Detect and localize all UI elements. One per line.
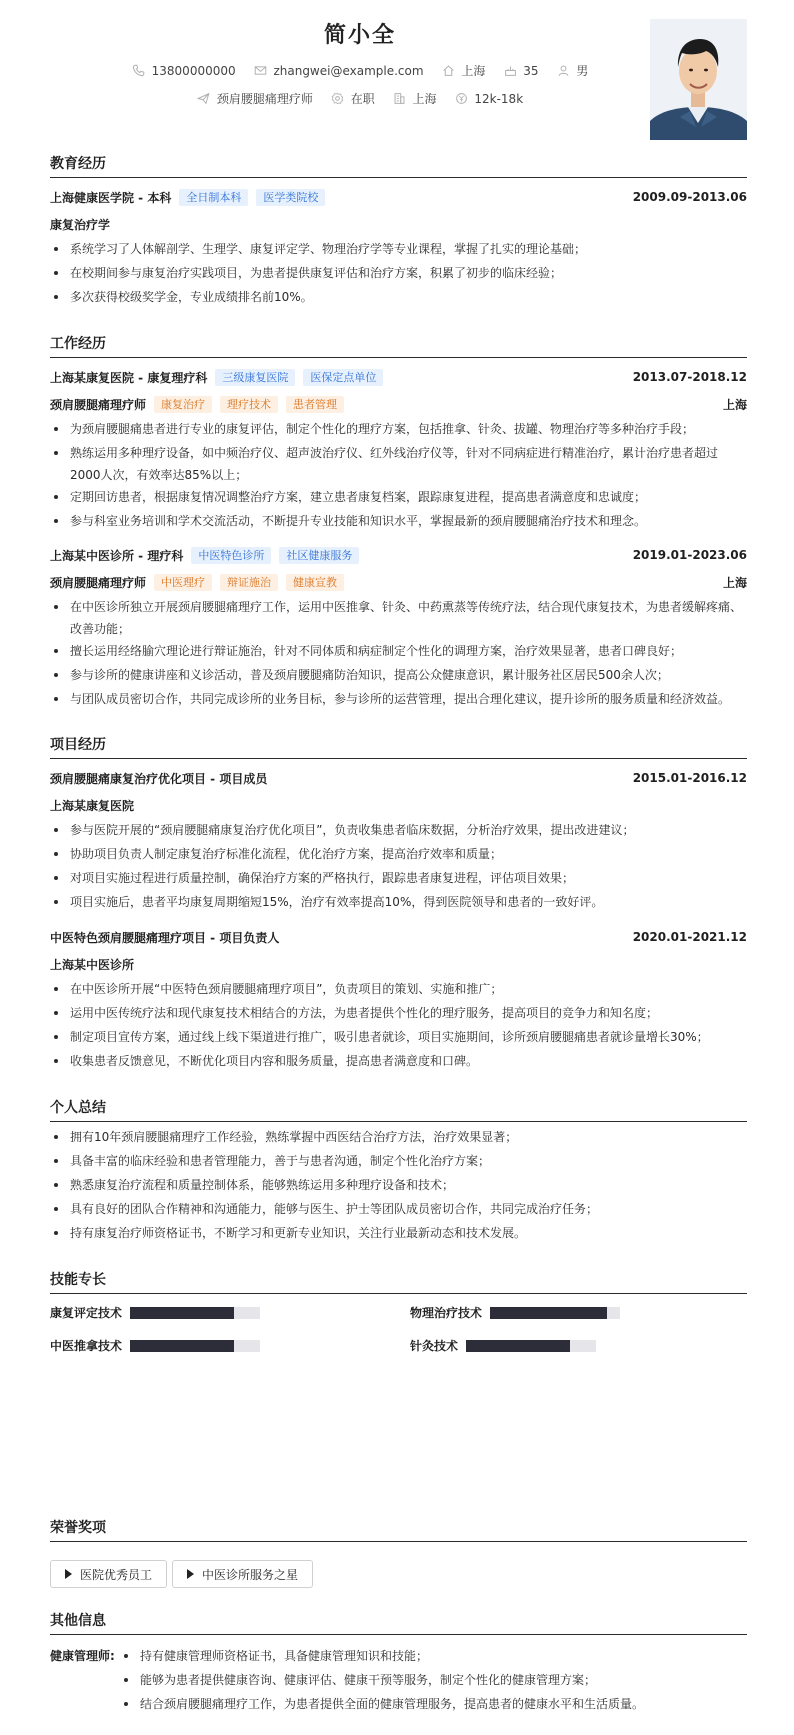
- send-icon: [197, 92, 211, 106]
- section-title-other: 其他信息: [50, 1610, 747, 1635]
- skill-item: [50, 1304, 260, 1321]
- summary-bullet: 具备丰富的临床经验和患者管理能力，善于与患者沟通，制定个性化治疗方案；: [50, 1150, 747, 1172]
- job-role-row: [50, 573, 747, 591]
- gender-text: 男: [576, 64, 589, 78]
- mail-icon: [253, 64, 267, 78]
- section-title-education: 教育经历: [50, 153, 747, 178]
- job-intent-row: [0, 90, 720, 108]
- hometown-text: 上海: [461, 64, 486, 78]
- award-item: [172, 1560, 313, 1588]
- project-bullet: 协助项目负责人制定康复治疗标准化流程，优化治疗方案，提高治疗效率和质量；: [50, 843, 747, 865]
- skill-item: [410, 1337, 596, 1354]
- job-period: 2019.01-2023.06: [632, 548, 747, 562]
- status-text: 在职: [350, 92, 375, 106]
- job-bullet: 参与科室业务培训和学术交流活动，不断提升专业技能和知识水平，掌握最新的颈肩腰腿痛治疗技术和理念。: [50, 510, 747, 532]
- project-period: 2015.01-2016.12: [632, 771, 747, 785]
- other-bullet: 能够为患者提供健康咨询、健康评估、健康干预等服务，制定个性化的健康管理方案；: [120, 1669, 747, 1691]
- project-org-row: [50, 796, 747, 814]
- skill-bar-fill: [490, 1307, 607, 1319]
- skill-name: 康复评定技术: [50, 1306, 123, 1320]
- job-target-text: 颈肩腰腿痛理疗师: [216, 92, 313, 106]
- hometown-info: [441, 62, 485, 79]
- education-bullet: 在校期间参与康复治疗实践项目，为患者提供康复评估和治疗方案，积累了初步的临床经验；: [50, 262, 747, 284]
- skill-bar: [490, 1307, 620, 1319]
- other-bullet: 持有健康管理师资格证书，具备健康管理知识和技能；: [120, 1645, 747, 1667]
- skill-bar-fill: [130, 1340, 234, 1352]
- job-role-row: [50, 395, 747, 413]
- play-icon: [65, 1569, 72, 1579]
- age-info: [503, 64, 538, 78]
- education-tag: 全日制本科: [179, 189, 248, 206]
- job-org: 上海某康复医院 - 康复理疗科: [50, 370, 208, 385]
- project-org: 上海某康复医院: [50, 798, 135, 813]
- coin-icon: [454, 92, 468, 106]
- award-item: [50, 1560, 167, 1588]
- skill-name: 物理治疗技术: [410, 1306, 483, 1320]
- skill-name: 针灸技术: [410, 1339, 459, 1353]
- skill-bar: [130, 1307, 260, 1319]
- phone-icon: [132, 64, 146, 78]
- job-role-tag: 患者管理: [286, 396, 344, 413]
- job-header: [50, 546, 747, 564]
- job-location: 上海: [722, 575, 747, 590]
- job-org: 上海某中医诊所 - 理疗科: [50, 548, 184, 563]
- education-header: [50, 188, 747, 206]
- contact-row: [0, 62, 720, 80]
- job-org-tag: 社区健康服务: [279, 547, 359, 564]
- project-bullet: 运用中医传统疗法和现代康复技术相结合的方法，为患者提供个性化的理疗服务，提高项目的竞争力和知名度；: [50, 1002, 747, 1024]
- job-header: [50, 368, 747, 386]
- job-target-info: [197, 90, 313, 107]
- skill-item: [410, 1304, 620, 1321]
- education-period: 2009.09-2013.06: [632, 190, 747, 204]
- education-school: 上海健康医学院 - 本科: [50, 190, 172, 205]
- job-org-tag: 三级康复医院: [215, 369, 295, 386]
- job-org-tag: 医保定点单位: [303, 369, 383, 386]
- city-text: 上海: [412, 92, 437, 106]
- job-bullet: 与团队成员密切合作，共同完成诊所的业务目标，参与诊所的运营管理，提出合理化建议，提升诊所的服务质量和经济效益。: [50, 688, 747, 710]
- project-bullet: 制定项目宣传方案，通过线上线下渠道进行推广，吸引患者就诊，项目实施期间，诊所颈肩腰腿痛患者就诊量增长30%；: [50, 1026, 747, 1048]
- project-org: 上海某中医诊所: [50, 957, 135, 972]
- cake-icon: [503, 64, 517, 78]
- skill-bar: [466, 1340, 596, 1352]
- project-bullet: 在中医诊所开展“中医特色颈肩腰腿痛理疗项目”，负责项目的策划、实施和推广；: [50, 978, 747, 1000]
- job-bullet: 熟练运用多种理疗设备，如中频治疗仪、超声波治疗仪、红外线治疗仪等，针对不同病症进行精准治疗，累计治疗患者超过2000人次，有效率达85%以上；: [50, 442, 747, 486]
- phone-text: 13800000000: [151, 63, 236, 78]
- education-tag: 医学类院校: [256, 189, 325, 206]
- education-bullet: 多次获得校级奖学金，专业成绩排名前10%。: [50, 286, 747, 308]
- job-role-tag: 康复治疗: [154, 396, 212, 413]
- skill-bar: [130, 1340, 260, 1352]
- job-bullet: 在中医诊所独立开展颈肩腰腿痛理疗工作，运用中医推拿、针灸、中药熏蒸等传统疗法，结合现代康复技术，为患者缓解疼痛、改善功能；: [50, 596, 747, 640]
- job-location: 上海: [722, 397, 747, 412]
- job-org-tag: 中医特色诊所: [191, 547, 271, 564]
- gender-info: [556, 62, 588, 79]
- profile-photo: [650, 19, 747, 140]
- job-period: 2013.07-2018.12: [632, 370, 747, 384]
- section-title-skills: 技能专长: [50, 1269, 747, 1294]
- phone-info: [132, 64, 236, 78]
- award-label: 医院优秀员工: [80, 1567, 153, 1582]
- gear-icon: [331, 92, 345, 106]
- play-icon: [187, 1569, 194, 1579]
- salary-info: [454, 92, 523, 106]
- job-bullet: 参与诊所的健康讲座和义诊活动，普及颈肩腰腿痛防治知识，提高公众健康意识，累计服务社区居民500余人次；: [50, 664, 747, 686]
- project-name: 中医特色颈肩腰腿痛理疗项目 - 项目负责人: [50, 930, 280, 945]
- job-role-tag: 中医理疗: [154, 574, 212, 591]
- project-bullet: 收集患者反馈意见，不断优化项目内容和服务质量，提高患者满意度和口碑。: [50, 1050, 747, 1072]
- skill-bar-fill: [466, 1340, 570, 1352]
- summary-bullet: 拥有10年颈肩腰腿痛理疗工作经验，熟练掌握中西医结合治疗方法，治疗效果显著；: [50, 1126, 747, 1148]
- job-bullet: 为颈肩腰腿痛患者进行专业的康复评估，制定个性化的理疗方案，包括推拿、针灸、拔罐、物理治疗等多种治疗手段；: [50, 418, 747, 440]
- project-period: 2020.01-2021.12: [632, 930, 747, 944]
- resume-header: [0, 0, 794, 150]
- project-header: [50, 928, 747, 946]
- summary-bullet: 熟悉康复治疗流程和质量控制体系，能够熟练运用多种理疗设备和技术；: [50, 1174, 747, 1196]
- project-bullet: 项目实施后，患者平均康复周期缩短15%，治疗有效率提高10%，得到医院领导和患者的一致好评。: [50, 891, 747, 913]
- job-role-tag: 理疗技术: [220, 396, 278, 413]
- project-org-row: [50, 955, 747, 973]
- email-text: zhangwei@example.com: [273, 63, 424, 78]
- job-bullet: 擅长运用经络腧穴理论进行辩证施治，针对不同体质和病症制定个性化的调理方案，治疗效果显著，患者口碑良好；: [50, 640, 747, 662]
- skill-name: 中医推拿技术: [50, 1339, 123, 1353]
- project-bullet: 对项目实施过程进行质量控制，确保治疗方案的严格执行，跟踪患者康复进程，评估项目效果；: [50, 867, 747, 889]
- summary-bullet: 具有良好的团队合作精神和沟通能力，能够与医生、护士等团队成员密切合作，共同完成治疗任务；: [50, 1198, 747, 1220]
- job-role-tag: 辩证施治: [220, 574, 278, 591]
- section-title-work: 工作经历: [50, 333, 747, 358]
- job-role: 颈肩腰腿痛理疗师: [50, 397, 147, 412]
- candidate-name: 简小全: [323, 23, 396, 48]
- summary-bullet: 持有康复治疗师资格证书，不断学习和更新专业知识，关注行业最新动态和技术发展。: [50, 1222, 747, 1244]
- project-name: 颈肩腰腿痛康复治疗优化项目 - 项目成员: [50, 771, 268, 786]
- skill-item: [50, 1337, 260, 1354]
- education-major-row: [50, 215, 747, 233]
- project-bullet: 参与医院开展的“颈肩腰腿痛康复治疗优化项目”，负责收集患者临床数据，分析治疗效果，提出改进建议；: [50, 819, 747, 841]
- project-header: [50, 769, 747, 787]
- city-info: [393, 90, 437, 107]
- award-label: 中医诊所服务之星: [202, 1567, 299, 1582]
- education-bullet: 系统学习了人体解剖学、生理学、康复评定学、物理治疗学等专业课程，掌握了扎实的理论基础；: [50, 238, 747, 260]
- email-info: [253, 64, 423, 78]
- skill-bar-fill: [130, 1307, 234, 1319]
- user-icon: [556, 64, 570, 78]
- age-text: 35: [523, 63, 539, 78]
- building-icon: [393, 92, 407, 106]
- job-role: 颈肩腰腿痛理疗师: [50, 575, 147, 590]
- other-label: 健康管理师:: [50, 1649, 115, 1663]
- home-icon: [441, 64, 455, 78]
- section-title-summary: 个人总结: [50, 1097, 747, 1122]
- other-bullet: 结合颈肩腰腿痛理疗工作，为患者提供全面的健康管理服务，提高患者的健康水平和生活质量。: [120, 1693, 747, 1715]
- section-title-projects: 项目经历: [50, 734, 747, 759]
- section-title-honors: 荣誉奖项: [50, 1517, 747, 1542]
- education-major: 康复治疗学: [50, 217, 111, 232]
- salary-text: 12k-18k: [474, 91, 524, 106]
- job-role-tag: 健康宣教: [286, 574, 344, 591]
- job-bullet: 定期回访患者，根据康复情况调整治疗方案，建立患者康复档案，跟踪康复进程，提高患者满意度和忠诚度；: [50, 486, 747, 508]
- status-info: [331, 90, 375, 107]
